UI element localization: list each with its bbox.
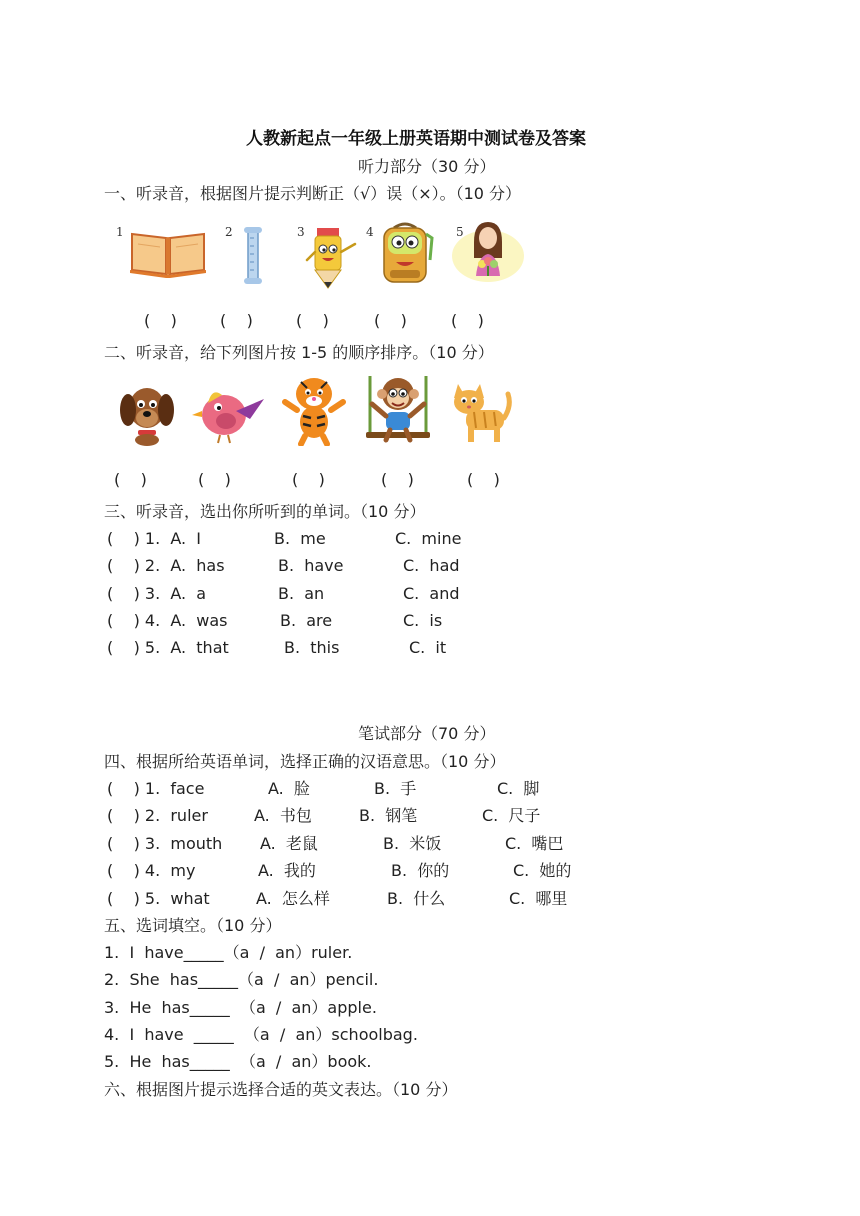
section4-heading: 四、根据所给英语单词，选择正确的汉语意思。（10 分） [104,752,506,771]
ruler-icon [242,224,264,286]
question-lead: ( ) 2. ruler [107,806,208,825]
option-b: B. 米饭 [383,834,442,853]
picture-number: 3 [297,225,305,239]
option-b: B. me [274,529,326,548]
option-b: B. are [280,611,333,630]
option-c: C. 嘴巴 [505,834,564,853]
girl-icon [450,216,526,286]
picture-number: 1 [116,225,124,239]
book-icon [128,228,208,278]
question-lead: ( ) 5. A. that [107,638,229,657]
question-lead: ( ) 4. my [107,861,196,880]
option-a: A. 怎么样 [256,889,330,908]
question-lead: ( ) 2. A. has [107,556,225,575]
question-lead: ( ) 3. mouth [107,834,223,853]
option-c: C. is [403,611,443,630]
section1-heading: 一、听录音，根据图片提示判断正（√）误（×）。（10 分） [104,184,522,203]
question-lead: ( ) 5. what [107,889,210,908]
answer-blank[interactable]: ( ) [144,311,177,330]
pencil-icon [303,222,359,290]
option-b: B. 手 [374,779,417,798]
dog-icon [116,378,178,448]
fill-in-item: 3. He has_____ （a / an）apple. [104,998,377,1017]
option-a: A. 脸 [268,779,310,798]
option-c: C. it [409,638,447,657]
section3-heading: 三、听录音，选出你所听到的单词。（10 分） [104,502,426,521]
fill-in-item: 5. He has_____ （a / an）book. [104,1052,372,1071]
bird-icon [190,377,266,445]
question-lead: ( ) 1. A. I [107,529,201,548]
fill-in-item: 2. She has_____（a / an）pencil. [104,970,379,989]
option-c: C. 哪里 [509,889,568,908]
answer-blank[interactable]: ( ) [467,470,500,489]
question-lead: ( ) 3. A. a [107,584,207,603]
monkey-icon [362,374,434,448]
document-title: 人教新起点一年级上册英语期中测试卷及答案 [246,129,586,149]
option-c: C. 尺子 [482,806,541,825]
section5-heading: 五、选词填空。（10 分） [104,916,282,935]
option-b: B. 钢笔 [359,806,418,825]
option-c: C. and [403,584,460,603]
option-a: A. 书包 [254,806,312,825]
picture-number: 2 [225,225,233,239]
tiger-icon [281,372,347,446]
option-c: C. had [403,556,460,575]
listening-header: 听力部分（30 分） [358,157,496,176]
answer-blank[interactable]: ( ) [374,311,407,330]
answer-blank[interactable]: ( ) [296,311,329,330]
cat-icon [450,378,512,446]
picture-number: 5 [456,225,464,239]
section6-heading: 六、根据图片提示选择合适的英文表达。（10 分） [104,1080,458,1099]
option-c: C. 她的 [513,861,572,880]
option-b: B. this [284,638,340,657]
option-c: C. mine [395,529,462,548]
answer-blank[interactable]: ( ) [381,470,414,489]
question-lead: ( ) 1. face [107,779,205,798]
fill-in-item: 1. I have_____（a / an）ruler. [104,943,353,962]
option-b: B. an [278,584,325,603]
picture-number: 4 [366,225,374,239]
schoolbag-icon [376,220,434,286]
option-b: B. 你的 [391,861,450,880]
answer-blank[interactable]: ( ) [220,311,253,330]
option-c: C. 脚 [497,779,540,798]
answer-blank[interactable]: ( ) [114,470,147,489]
option-a: A. 我的 [258,861,316,880]
answer-blank[interactable]: ( ) [198,470,231,489]
written-header: 笔试部分（70 分） [358,724,496,743]
section2-heading: 二、听录音，给下列图片按 1-5 的顺序排序。（10 分） [104,343,494,362]
option-b: B. 什么 [387,889,446,908]
answer-blank[interactable]: ( ) [292,470,325,489]
option-b: B. have [278,556,344,575]
fill-in-item: 4. I have _____ （a / an）schoolbag. [104,1025,418,1044]
answer-blank[interactable]: ( ) [451,311,484,330]
question-lead: ( ) 4. A. was [107,611,228,630]
option-a: A. 老鼠 [260,834,318,853]
